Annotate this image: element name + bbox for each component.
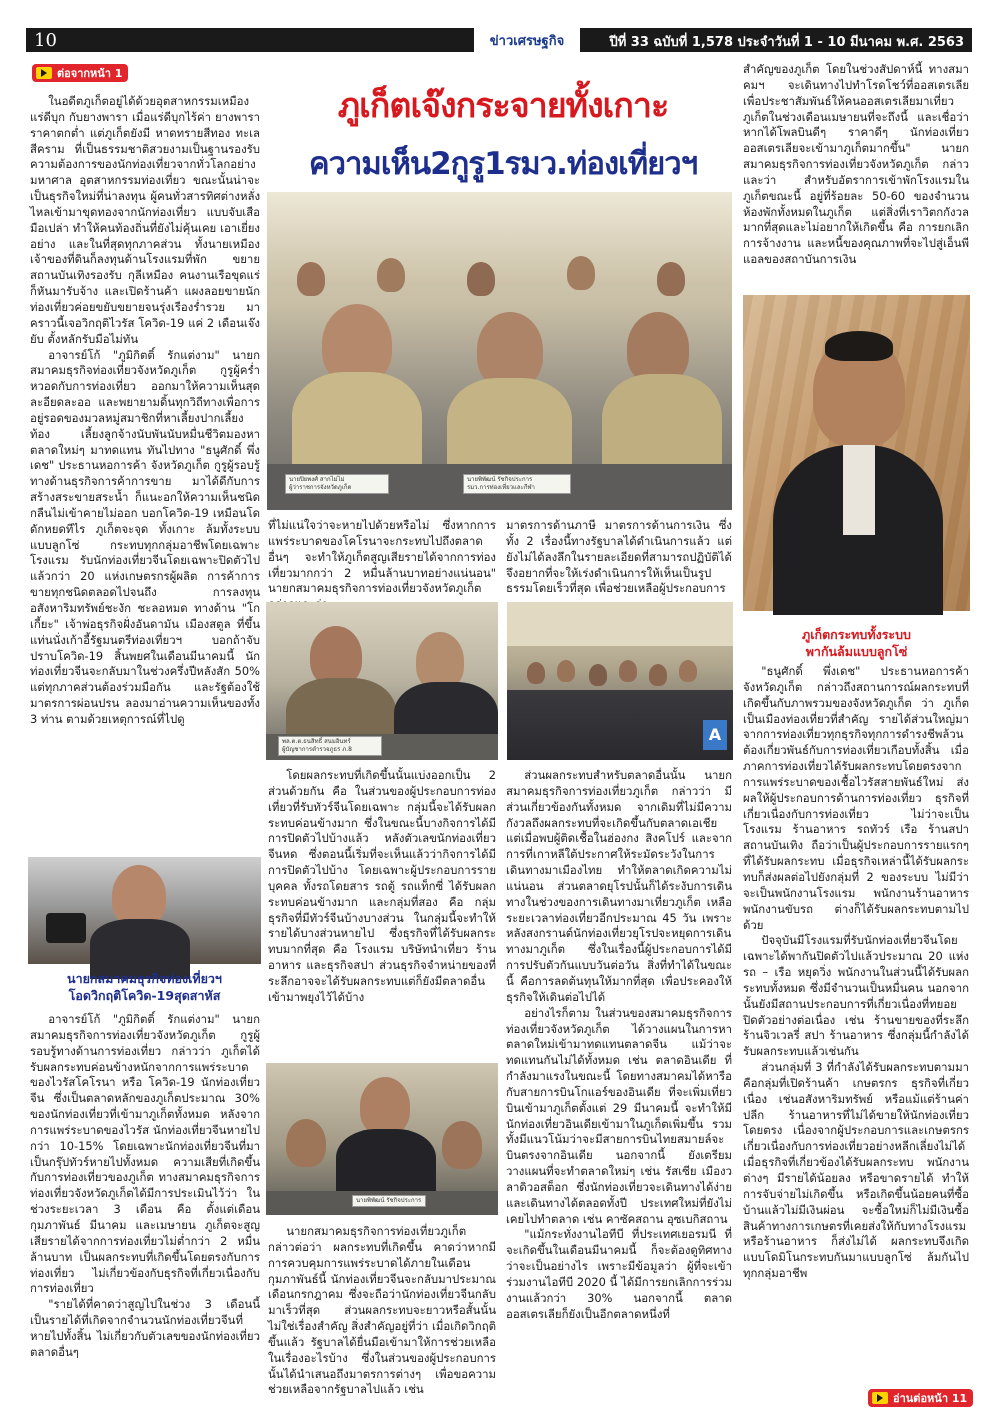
photo-police-commander (266, 602, 498, 760)
column-2-bottom (268, 1224, 496, 1414)
minister-head (477, 312, 543, 388)
paragraph: ส่วนกลุ่มที่ 3 ที่กำลังได้รับผลกระทบตามมา คือกลุ่มที่เปิดร้านค้า เกษตรกร ธุรกิจที่เกี่ยวเนื่อง เช่นอสังหาริมทรัพย์ หรือแม้แต่ร้านค่าปลีก ร้านอาหารที่ไม่ได้ขายให้นักท่องเที่ยวโดยตรง เนื่องจากผู้ประกอบการและเกษตรกรเกี่ยวเนื่องกับการท่องเที่ยวอย่างหลีกเลี่ยงไม่ได้ เมื่อธุรกิจที่เกี่ยวข้องได้รับผลกระทบ พนักงานต่างๆ มีรายได้น้อยลง หรือขาดรายได้ ทำให้การจับจ่ายไม่เกิดขึ้น หรือเกิดขึ้นน้อยคนที่ซื้อบ้านแล้วไม่มีเงินผ่อน จะซื้อใหม่ก็ไม่มีเงินซื้อ สินค้าทางการเกษตรที่เคยส่งให้กับทางโรงแรม หรือร้านอาหาร ก็ส่งไม่ได้ ผลกระทบจึงเกิดแบบโดมิโนกระทบกันมาแบบลูกโซ่ ล้มกันไปทุกกลุ่มอาชีพ (743, 1060, 969, 1281)
bg-person (297, 262, 325, 296)
room-sign: A (703, 720, 727, 750)
continued-to-tag[interactable] (868, 1389, 973, 1407)
mid-band-right (506, 518, 732, 598)
photo-main-meeting (267, 192, 732, 510)
paragraph: มาตรการด้านภาษี มาตรการด้านการเงิน ซึ่งทั้ง 2 เรื่องนี้ทางรัฐบาลได้ดำเนินการแล้ว แต่ยังไม่ได้ลงลึกในรายละเอียดที่สามารถปฏิบัติได้ จึงอยากที่จะให้เร่งดำเนินการให้เห็นเป็นรูปธรรมโดยเร็วที่สุด เพื่อช่วยเหลือผู้ประกอบการ (506, 518, 732, 596)
continued-from-label: ต่อจากหน้า 1 (57, 67, 123, 80)
paragraph: ที่ไม่แน่ใจว่าจะหายไปด้วยหรือไม่ ซึ่งหากการแพร่ระบาดของโคโรนาจะกระทบไปถึงตลาดอื่นๆ จะทำให้ภูเก็ตสูญเสียรายได้จากการท่องเที่ยวมากกว่า 2 หมื่นล้านบาทอย่างแน่นอน" นายกสมาคมธุรกิจการท่องเที่ยวจังหวัดภูเก็ต (268, 518, 496, 596)
newspaper-logo (474, 28, 580, 52)
photo-tourism-president (28, 857, 261, 964)
attendee (527, 662, 545, 684)
crowd (507, 690, 733, 760)
nameplate: พล.ต.ต.ธนสิทธิ์ สนมอินทร์ ผู้บัญชาการตำรวจภูธร ภ.8 (278, 736, 382, 756)
paragraph: อย่างไรก็ตาม ในส่วนของสมาคมธุรกิจการท่องเที่ยวจังหวัดภูเก็ต ได้วางแผนในการหาตลาดใหม่เข้ามาทดแทนตลาดจีน แม้ว่าจะทดแทนกันไม่ได้ทั้งหมด เช่น ตลาดอินเดีย ที่กำลังมาแรงในขณะนี้ โดยทางสมาคมได้หารือกับสายการบินโกแอร์ของอินเดีย ที่จะเพิ่มเที่ยวบินเข้ามาภูเก็ตตั้งแต่ 29 มีนาคมนี้ จะทำให้มีนักท่องเที่ยวอินเดียเข้ามาในภูเก็ตเพิ่มขึ้น รวมทั้งมีแนวโน้มว่าจะมีสายการบินไทยสมายล์จะบินตรงจากอินเดีย นอกจากนี้ ยังเตรียมวางแผนที่จะทำตลาดใหม่ๆ เช่น รัสเซีย เมืองวลาดิวอสต็อก ซึ่งนักท่องเที่ยวจะเดินทางได้ง่าย และเดินทางได้ตลอดทั้งปี ประเทศใหม่ที่ยังไม่เคยไปทำตลาด เช่น คาซัคสถาน อุซเบกิสถาน (506, 1005, 732, 1226)
paragraph: อาจารย์โก้ "ภูมิกิตติ์ รักแต่งาม" นายกสมาคมธุรกิจท่องเที่ยวจังหวัดภูเก็ต กูรูผู้คร่ำหวอดกับการท่องเที่ยว ออกมาให้ความเห็นสุดละอียดละออ และพยายามดิ้นทุกวิถีทางเพื่อการอยู่รอดของมวลหมู่สมาชิกที่หาเลี้ยงปากเลี้ยงท้อง เลี้ยงลูกจ้างนับพันนับหมื่นชีวิตมองหาตลาดใหม่ๆ มาทดแทน ทันไปทาง "ธนูศักดิ์ พึ่งเดช" ประธานหอการค้า จังหวัดภูเก็ต กูรูผู้รอบรู้ทางด้านธุรกิจการค้าการขาย มาได้ดีกับการสร้างสระขายสระน้ำ ก็แนะอกให้ความเห็นชนิดกลืนไม่เข้าคายไม่ออก บอกโควิด-19 เหมือนโดดักหยดทีไร ภูเก็ตจะจุด ทั้งเกาะ ล้มทั้งระบบ แบบลูกโซ่ กระทบทุกกลุ่มอาชีพโดยเฉพาะโรงแรม รับนักท่องเที่ยวจีนโดยเฉพาะปิดตัวไปแล้วกว่า 20 แห่งเกษตรกรผู้ผลิต การค้าการขายทุกชนิดตลอดไปจนถึง การลงทุนอสังหาริมทรัพย์ชะงัก ชะลอหมด ทางด้าน "โกเกี้ยะ" เจ้าพ่อธุรกิจฝั่งอันดามัน เมืองสตูล ที่ขึ้นแท่นนั่งเก้าอี้รัฐมนตรีท่องเที่ยวฯ บอกถ้าจับปราบโควิด-19 สิ้นพยศในเดือนมีนาคมนี้ นักท่องเที่ยวจีนจะกลับมาในช่วงครึ่งปีหลังสัก 50% แต่ทุกภาคส่วนต้องร่วมมือกัน และรัฐต้องใช้มาตรการผ่อนปรน ลองมาอ่านความเห็นของทั้ง 3 ท่าน ตามด้วยเหตุการณ์ที่ไปดู (30, 347, 260, 726)
arrow-icon (36, 67, 52, 79)
paragraph: "แม้กระทั่งงานไอทีบี ที่ประเทศเยอรมนี ที่จะเกิดขึ้นในเดือนมีนาคมนี้ ก็จะต้องดูทิศทางว่าจะเป็นอย่างไร เพราะมีข้อมูลว่า ผู้ที่จะเข้าร่วมงานไอทีบี 2020 นี้ ได้มีการยกเลิกการร่วมงานแล้วกว่า 30% นอกจากนี้ ตลาดออสเตรเลียก็ยังเป็นอีกตลาดหนึ่งที่ (506, 1227, 732, 1321)
arrow-icon (872, 1392, 888, 1404)
logo-text: ข่าวเศรษฐกิจ (489, 33, 565, 49)
minister-head (360, 1077, 410, 1135)
paragraph: ในอดีตภูเก็ตอยู่ได้ด้วยอุตสาหกรรมเหมืองแร่ดีบุก กับยางพารา เมื่อแร่ดีบุกไร้ค่า ยางพาราราคาตกต่ำ แต่ภูเก็ตยังมี หาดทรายสีทอง ทะเลสีคราม ที่เป็นธรรมชาติสวยงามเป็นฐานรองรับความต้องการของนักท่องเที่ยวจากทั่วโลกอย่างมหาศาล อุตสาหกรรมท่องเที่ยว ขณะนั้นน่าจะเป็นธุรกิจใหม่ที่น่าลงทุน ผู้คนทั่วสารทิศต่างหลั่งไหลเข้ามาขุดทองจากนักท่องเที่ยว แบบจับเสือมือเปล่า ทำให้คนท้องถิ่นที่ยังไม่คุ้นเคย เอาเยี่ยงอย่าง และในที่สุดทุกภาคส่วน ทั้งนายเหมือง เจ้าของที่ดินก็ลงทุนด้านโรงแรมที่พัก ขยายสถานบันเทิงรองรับ กุลีเหมือง คนงานเรือขุดแร่ ก็หันมารับจ้าง และเปิดร้านค้า แผงลอยขายนักท่องเที่ยวค่อยขยับขยายจนรุ่งเรืองร่ำรวย มาคราวนี้เจอวิกฤติไวรัส โควิด-19 แค่ 2 เดือนเจ๊งยับ ตั้งหลักรับมือไม่ทัน (30, 94, 260, 346)
headline-line-2: ความเห็น2กูรู1รมว.ท่องเที่ยวฯ (308, 146, 698, 182)
bg-person (377, 258, 405, 292)
paragraph: "รายได้ที่คาดว่าสูญไปในช่วง 3 เดือนนี้ เป็นรายได้ที่เกิดจากจำนวนนักท่องเที่ยวจีนที่หายไปทั้งสิ้น ไม่เกี่ยวกับตัวเลขของนักท่องเที่ยวตลาดอื่นๆ (30, 1297, 260, 1359)
paragraph: อาจารย์โก้ "ภูมิกิตติ์ รักแต่งาม" นายกสมาคมธุรกิจการท่องเที่ยวจังหวัดภูเก็ต กูรูผู้รอบรู้ทางด้านการท่องเที่ยว กล่าวว่า ภูเก็ตได้รับผลกระทบค่อนข้างหนักจากการแพร่ระบาดของไวรัสโคโรนา หรือ โควิด-19 นักท่องเที่ยวจีน ซึ่งเป็นตลาดหลักของภูเก็ตประมาณ 30% ของนักท่องเที่ยวที่เข้ามาภูเก็ตทั้งหมด หลังจากการแพร่ระบาดของไวรัส นักท่องเที่ยวจีนหายไปกว่า 10-15% โดยเฉพาะนักท่องเที่ยวจีนที่มาเป็นกรุ๊ปทัวร์หายไปทั้งหมด ความเสียที่เกิดขึ้นกับการท่องเที่ยวของภูเก็ต ทางสมาคมธุรกิจการท่องเที่ยวจังหวัดภูเก็ตได้มีการประเมินไว้ว่า ในช่วงระยะเวลา 3 เดือน คือ ตั้งแต่เดือนกุมภาพันธ์ มีนาคม และเมษายน ภูเก็ตจะสูญเสียรายได้จากการท่องเที่ยวไม่ต่ำกว่า 2 หมื่นล้านบาท เป็นผลกระทบที่เกิดขึ้นโดยตรงกับการท่องเที่ยว ไม่เกี่ยวข้องกับธุรกิจที่เกี่ยวเนื่องกับการท่องเที่ยว (30, 1012, 260, 1296)
bg-person (467, 262, 495, 296)
column-3 (506, 768, 732, 1414)
nameplate: นายพิพัฒน์ รัชกิจประการ (352, 1195, 426, 1207)
paragraph: "ธนูศักดิ์ พึ่งเดช" ประธานหอการค้าจังหวัดภูเก็ต กล่าวถึงสถานการณ์ผลกระทบที่เกิดขึ้นกับภาพรวมของจังหวัดภูเก็ต ว่า ภูเก็ตเป็นเมืองท่องเที่ยวที่สำคัญ รายได้ส่วนใหญ่มาจากการท่องเที่ยวทุกธุรกิจทุกการดำรงชีพล้วนต้องเกี่ยวพันธ์กับการท่องเที่ยวเกือบทั้งสิ้น เมื่อภาคการท่องเที่ยวได้รับผลกระทบโดยตรงจากการแพร่ระบาดของเชื้อไวรัสสายพันธ์ใหม่ ส่งผลให้ผู้ประกอบการด้านการท่องเที่ยว ธุรกิจที่เกี่ยวเนื่องกับการท่องเที่ยว ไม่ว่าจะเป็น โรงแรม ร้านอาหาร รถทัวร์ เรือ ร้านสปา สถานบันเทิง ถือว่าเป็นผู้ประกอบการรายแรกๆ ที่ได้รับผลกระทบ เมื่อธุรกิจเหล่านี้ได้รับผลกระทบก็ส่งผลต่อไปยังกลุ่มที่ 2 ของระบบ ไม่มีว่าจะเป็นพนักงานโรงแรม พนักงานร้านอาหาร พนักงานขับรถ ต่างก็ได้รับผลกระทบตามไปด้วย (743, 664, 969, 932)
attendee (619, 660, 637, 682)
person-head (112, 865, 166, 927)
paragraph: ส่วนผลกระทบสำหรับตลาดอื่นนั้น นายกสมาคมธุรกิจการท่องเที่ยวภูเก็ต กล่าวว่า มีส่วนเกี่ยวข้องกันทั้งหมด จากเดิมที่ไม่มีความกังวลถึงผลกระทบที่จะเกิดขึ้นกับตลาดเอเชีย แต่เมื่อพบผู้ติดเชื้อในฮ่องกง สิงคโปร์ และจากการที่เกาหลีใต้ประกาศให้ระมัดระวังในการเดินทางมาเมืองไทย ทำให้ตลาดเกิดความไม่แน่นอน ส่วนตลาดยุโรปนั้นก็ได้ระงับการเดินทางในช่วงของการเดินทางมาเที่ยวภูเก็ต เหลือระยะเวลาท่องเที่ยวอีกประมาณ 45 วัน เพราะหลังสงกรานต์นักท่องเที่ยวยุโรปจะหยุดการเดินทางมาภูเก็ต ซึ่งในเรื่องนี้ผู้ประกอบการได้มีการปรับตัวกันแบบวันต่อวัน สิ่งที่ทำได้ในขณะนี้ คือการลดต้นทุนให้มากที่สุด เพื่อประคองให้ธุรกิจให้เดินต่อไปได้ (506, 768, 732, 1004)
column-4-top (743, 62, 969, 288)
headline-line-1: ภูเก็ตเจ๊งกระจายทั้งเกาะ (337, 86, 669, 126)
microphone-icon (46, 913, 86, 943)
page-number: 10 (34, 30, 57, 51)
nameplate-right: นายพิพัฒน์ รัชกิจประการ รมว.การท่องเที่ยวและกีฬา (463, 474, 571, 494)
wall (507, 602, 733, 646)
attendee (557, 660, 575, 682)
person-head (442, 1121, 482, 1169)
attendee (649, 664, 667, 686)
nameplate-left: นายปิยพงศ์ สากไม่ไม่ ผู้ว่าราชการจังหวัดภูเก็ต (285, 474, 389, 494)
mid-band-left (268, 518, 496, 598)
page-header (26, 28, 972, 52)
hair (825, 331, 893, 361)
issue-date: ปีที่ 33 ฉบับที่ 1,578 ประจำวันที่ 1 - 10 มีนาคม พ.ศ. 2563 (609, 35, 964, 50)
column-2 (268, 768, 496, 1058)
caption-chamber-president: ภูเก็ตกระทบทั้งระบบ พากันล้มแบบลูกโซ่ (801, 627, 911, 659)
column-1-top (30, 94, 260, 852)
continued-from-tag[interactable] (32, 64, 128, 82)
photo-chamber-president (743, 295, 970, 611)
bg-person (567, 256, 595, 290)
photo-minister-press (266, 1063, 498, 1215)
paragraph: โดยผลกระทบที่เกิดขึ้นนั้นแบ่งออกเป็น 2 ส่วนด้วยกัน คือ ในส่วนของผู้ประกอบการท่องเที่ยวที่รับทัวร์จีนโดยเฉพาะ กลุ่มนี้จะได้รับผลกระทบค่อนข้างมาก ซึ่งในขณะนี้บางกิจการได้มีการปิดตัวไปบ้างแล้ว หลังตัวเลขนักท่องเที่ยวจีนหด ซึ่งตอนนี้เริ่มที่จะเห็นแล้วว่ากิจการได้มีการปิดตัวไปบ้าง โดยเฉพาะผู้ประกอบการรายบุคคล ทั้งรถโดยสาร รถตู้ รถแท็กซี่ ได้รับผลกระทบค่อนข้างมาก และกลุ่มที่สอง คือ กลุ่มธุรกิจที่มีทัวร์จีนบ้างบางส่วน ในกลุ่มนี้จะทำให้รายได้บางส่วนหายไป ซึ่งธุรกิจที่ได้รับผลกระทบมากที่สุด คือ โรงแรม บริษัทนำเที่ยว ร้านอาหาร และธุรกิจสปา ส่วนธุรกิจจำหน่ายของที่ระลึกอาจจะได้รับผลกระทบแต่ก็ยังมีตลาดอื่นเข้ามาพยุงไว้ได้บ้าง (268, 768, 496, 1004)
continued-to-label: อ่านต่อหน้า 11 (893, 1392, 968, 1405)
shirt (843, 445, 875, 535)
photo-meeting-room (507, 602, 733, 760)
attendee (589, 664, 607, 686)
bg-person (657, 262, 685, 296)
paragraph: สำคัญของภูเก็ต โดยในช่วงสัปดาห์นี้ ทางสมาคมฯ จะเดินทางไปทำโรดโชว์ที่ออสเตรเลีย เพื่อประชาสัมพันธ์ให้คนออสเตรเลียมาเที่ยวภูเก็ตในช่วงเดือนเมษายนที่จะถึงนี้ และเชื่อว่าหากได้โพลบินดีๆ ราคาดีๆ นักท่องเที่ยวออสเตรเลียจะเข้ามาภูเก็ตมากขึ้น" นายกสมาคมธุรกิจการท่องเที่ยวจังหวัดภูเก็ต กล่าวและว่า สำหรับอัตราการเข้าพักโรงแรมในภูเก็ตขณะนี้ อยู่ที่ร้อยละ 50-60 ของจำนวนห้องพักทั้งหมดในภูเก็ต แต่สิ่งที่เราวิตกกังวลมากที่สุดและไม่อยากให้เกิดขึ้น คือ การยกเลิกการจ้างงาน และหนี้ของคุณภาพที่จะไปสู่เอ็นพีแอลของสถาบันการเงิน (743, 62, 969, 267)
paragraph: ปัจจุบันมีโรงแรมที่รับนักท่องเที่ยวจีนโดยเฉพาะได้พากันปิดตัวไปแล้วประมาณ 20 แห่ง รถ – เรือ หยุดวิ่ง พนักงานในส่วนนี้ได้รับผลกระทบทั้งหมด ซึ่งมีจำนวนเป็นหมื่นคน นอกจากนั้นยังมีสถานประกอบการที่เกี่ยวเนื่องที่ทยอยปิดตัวอย่างต่อเนื่อง เช่น ร้านขายของที่ระลึก ร้านจิวเวลรี่ สปา ร้านอาหาร ซึ่งกลุ่มนี้กำลังได้รับผลกระทบแล้วเช่นกัน (743, 933, 969, 1059)
attendee (679, 660, 697, 682)
paragraph: นายกสมาคมธุรกิจการท่องเที่ยวภูเก็ต กล่าวต่อว่า ผลกระทบที่เกิดขึ้น คาดว่าหากมีการควบคุมการแพร่ระบาดได้ภายในเดือนกุมภาพันธ์นี้ นักท่องเที่ยวจีนจะกลับมาประมาณเดือนกรกฎาคม ซึ่งจะถือว่านักท่องเที่ยวจีนกลับมาเร็วที่สุด ส่วนผลกระทบจะยาวหรือสั้นนั้นไม่ใช่เรื่องสำคัญ สิ่งสำคัญอยู่ที่ว่า เมื่อเกิดวิกฤติขึ้นแล้ว รัฐบาลได้ยื่นมือเข้ามาให้การช่วยเหลือในเรื่องอะไรบ้าง ซึ่งในส่วนของผู้ประกอบการนั้นได้นำเสนอถึงมาตรการต่างๆ เพื่อขอความช่วยเหลือจากรัฐบาลไปแล้ว เช่น (268, 1224, 496, 1397)
column-1-bottom (30, 1012, 260, 1410)
column-4 (743, 664, 969, 1382)
person-head (286, 1119, 326, 1167)
police-head (310, 626, 362, 686)
caption-tourism-president: นายกสมาคมธุรกิจท่องเที่ยวฯ โอดวิกฤติโควิด-19สุดสาหัส (67, 971, 222, 1003)
